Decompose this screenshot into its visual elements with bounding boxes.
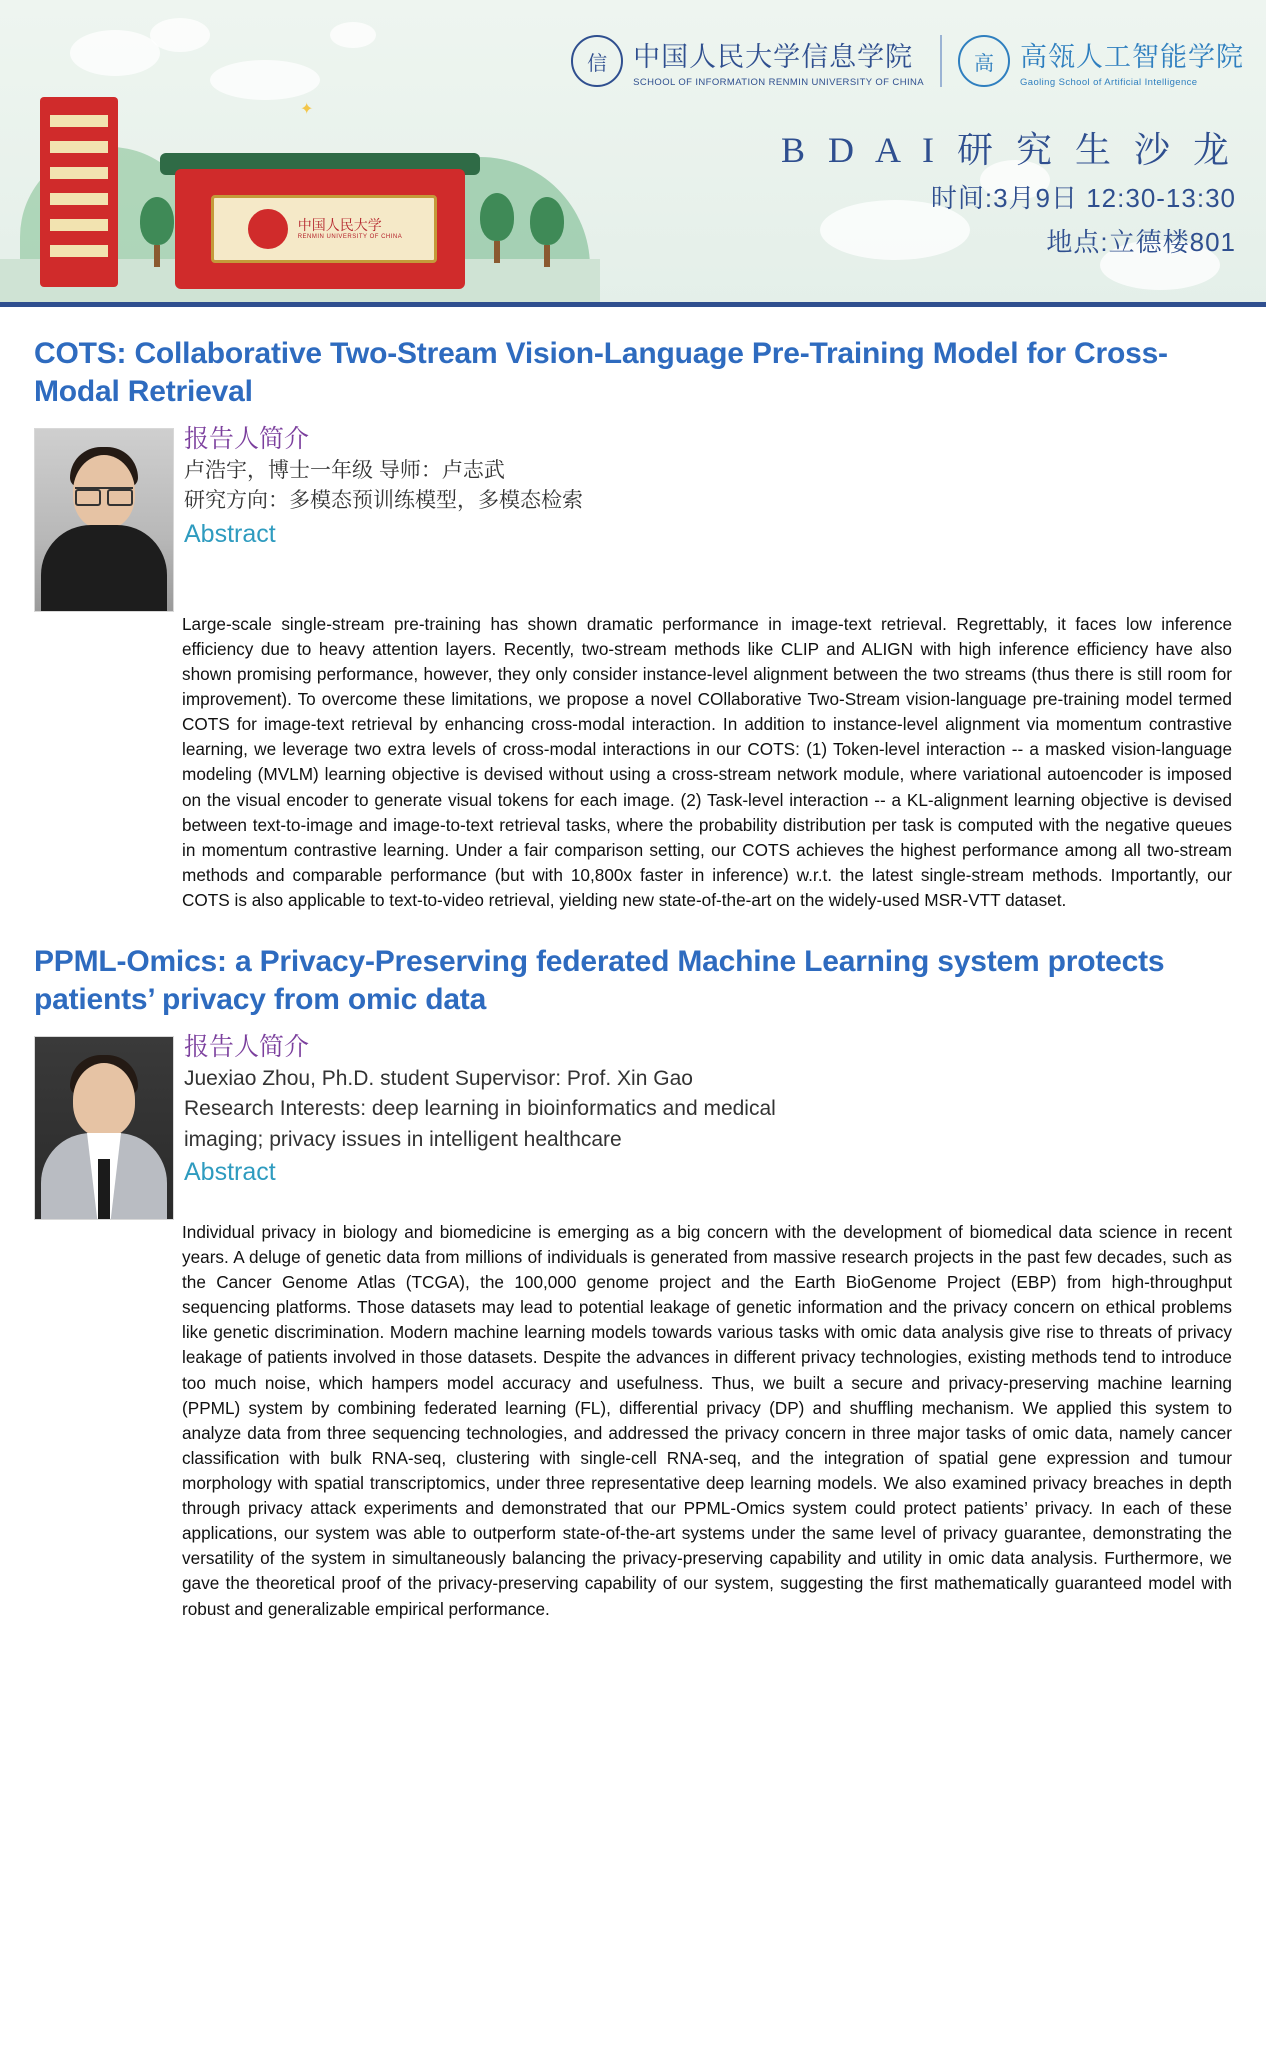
event-title: B D A I 研 究 生 沙 龙 (780, 130, 1236, 170)
talk-2-abstract-text: Individual privacy in biology and biomedicine is emerging as a big concern with the development of biomedical data science in recent years. A deluge of genetic data from millions of individuals is generated from massive research projects in the past few decades, such as the Cancer Genome Atlas (TCGA), the 100,000 genome project and the Earth BioGenome Project (EBP) from high-throughput sequencing platforms. Those datasets may lead to potential leakage of genetic information and the privacy concern on ethical problems like genetic discrimination. Modern machine learning models towards various tasks with omic data analysis give rise to threats of privacy leakage of patients involved in those datasets. Despite the advances in different privacy technologies, existing methods tend to introduce too much noise, which hampers model accuracy and usefulness. Thus, we built a secure and privacy-preserving machine learning (PPML) system by combining federated learning (FL), differential privacy (DP) and shuffling mechanism. We applied this system to analyze data from three sequencing technologies, and addressed the privacy concern in three major tasks of omic data, namely cancer classification with bulk RNA-seq, clustering with single-cell RNA-seq, and the integration of spatial gene expression and tumour morphology with spatial transcriptomics, under three representative deep learning models. We also examined privacy breaches in depth through privacy attack experiments and demonstrated that our PPML-Omics system could protect patients’ privacy. In each of these applications, our system was able to outperform state-of-the-art systems under the same level of privacy guarantee, demonstrating the versatility of the system in simultaneously balancing the privacy-preserving capability and utility in omic data analysis. Furthermore, we gave the theoretical proof of the privacy-preserving capability of our system, suggesting the first mathematically guaranteed model with robust and generalizable empirical performance. (182, 1221, 1232, 1619)
tree-icon (140, 197, 174, 267)
talk-2-bio-line-3: imaging; privacy issues in intelligent healthcare (184, 1127, 622, 1151)
event-time: 时间:3月9日 12:30-13:30 (930, 183, 1236, 213)
poster-header-banner (0, 0, 1266, 307)
talk-2-bio-line-2: Research Interests: deep learning in bioinformatics and medical (184, 1097, 776, 1121)
logo2-en-label: Gaoling School of Artificial Intelligence (1020, 76, 1198, 88)
logo2-cn-label: 高瓴人工智能学院 (1020, 41, 1244, 72)
logo-gaoling-school (958, 35, 1244, 88)
banner-bottom-rule (0, 302, 1266, 307)
gate-plaque-cn: 中国人民大学 (297, 217, 382, 233)
tree-icon (530, 197, 564, 267)
talk-1-speaker-row (34, 424, 1232, 612)
gate-plaque-en: RENMIN UNIVERSITY OF CHINA (297, 233, 403, 240)
talk-1-bio-line-2: 研究方向：多模态预训练模型，多模态检索 (184, 489, 583, 513)
talk-1-bio-heading: 报告人简介 (184, 424, 310, 453)
talk-1-abstract-text: Large-scale single-stream pre-training has shown dramatic performance in image-text retrieval. Regrettably, it faces low inference efficiency due to heavy attention layers. Recently, two-stream methods like CLIP and ALIGN with high inference efficiency have also shown promising performance, however, they only consider instance-level alignment between the two streams (thus there is still room for improvement). To overcome these limitations, we propose a novel COllaborative Two-Stream vision-language pre-training model termed COTS for image-text retrieval by enhancing cross-modal interaction. In addition to instance-level alignment via momentum contrastive learning, we leverage two extra levels of cross-modal interactions in our COTS: (1) Token-level interaction -- a masked vision-language modeling (MVLM) learning objective is devised without using a cross-stream network module, where variational autoencoder is imposed on the visual encoder to generate visual tokens for each image. (2) Task-level interaction -- a KL-alignment learning objective is devised between text-to-image and image-to-text retrieval tasks, where the probability distribution per task is computed with the negative queues in momentum contrastive learning. Under a fair comparison setting, our COTS achieves the highest performance among all two-stream methods and comparable performance (but with 10,800x faster in inference) w.r.t. the latest single-stream methods. Importantly, our COTS is also applicable to text-to-video retrieval, yielding new state-of-the-art on the widely-used MSR-VTT dataset. (182, 613, 1232, 910)
talk-2-title: PPML-Omics: a Privacy-Preserving federated Machine Learning system protects patients’ privacy from omic data (34, 945, 1165, 1017)
ruc-emblem-icon: 信 (571, 35, 623, 87)
talk-2-bio-line-1: Juexiao Zhou, Ph.D. student Supervisor: Prof. Xin Gao (184, 1066, 693, 1090)
building-tower (40, 97, 118, 287)
logo-school-of-information (571, 35, 924, 88)
talk-1-title: COTS: Collaborative Two-Stream Vision-Language Pre-Training Model for Cross-Modal Retrieval (34, 337, 1168, 409)
sparkle-icon: ✦ (300, 101, 314, 118)
logo1-cn-label: 中国人民大学信息学院 (633, 41, 914, 72)
logo1-en-label: SCHOOL OF INFORMATION RENMIN UNIVERSITY OF CHINA (633, 76, 924, 88)
talk-2-bio-heading: 报告人简介 (184, 1032, 310, 1061)
gate-plaque (211, 195, 437, 263)
speaker-2-photo (34, 1036, 174, 1220)
event-location: 地点:立德楼801 (1046, 227, 1236, 257)
talk-1-bio-line-1: 卢浩宇，博士一年级 导师：卢志武 (184, 458, 505, 482)
talk-1-abstract-heading: Abstract (184, 519, 276, 548)
gsai-emblem-icon: 高 (958, 35, 1010, 87)
glasses-icon (75, 487, 133, 503)
speaker-1-photo (34, 428, 174, 612)
talk-1-speaker-info (184, 424, 1232, 552)
poster-body (0, 307, 1266, 1646)
talk-2-speaker-row (34, 1032, 1232, 1220)
logo-divider (940, 35, 942, 87)
university-seal-icon (246, 207, 290, 251)
talk-2-abstract-heading: Abstract (184, 1158, 276, 1187)
institution-logos (400, 26, 1244, 96)
talk-2-speaker-info (184, 1032, 1232, 1191)
campus-gate (175, 169, 465, 289)
tree-icon (480, 193, 514, 263)
